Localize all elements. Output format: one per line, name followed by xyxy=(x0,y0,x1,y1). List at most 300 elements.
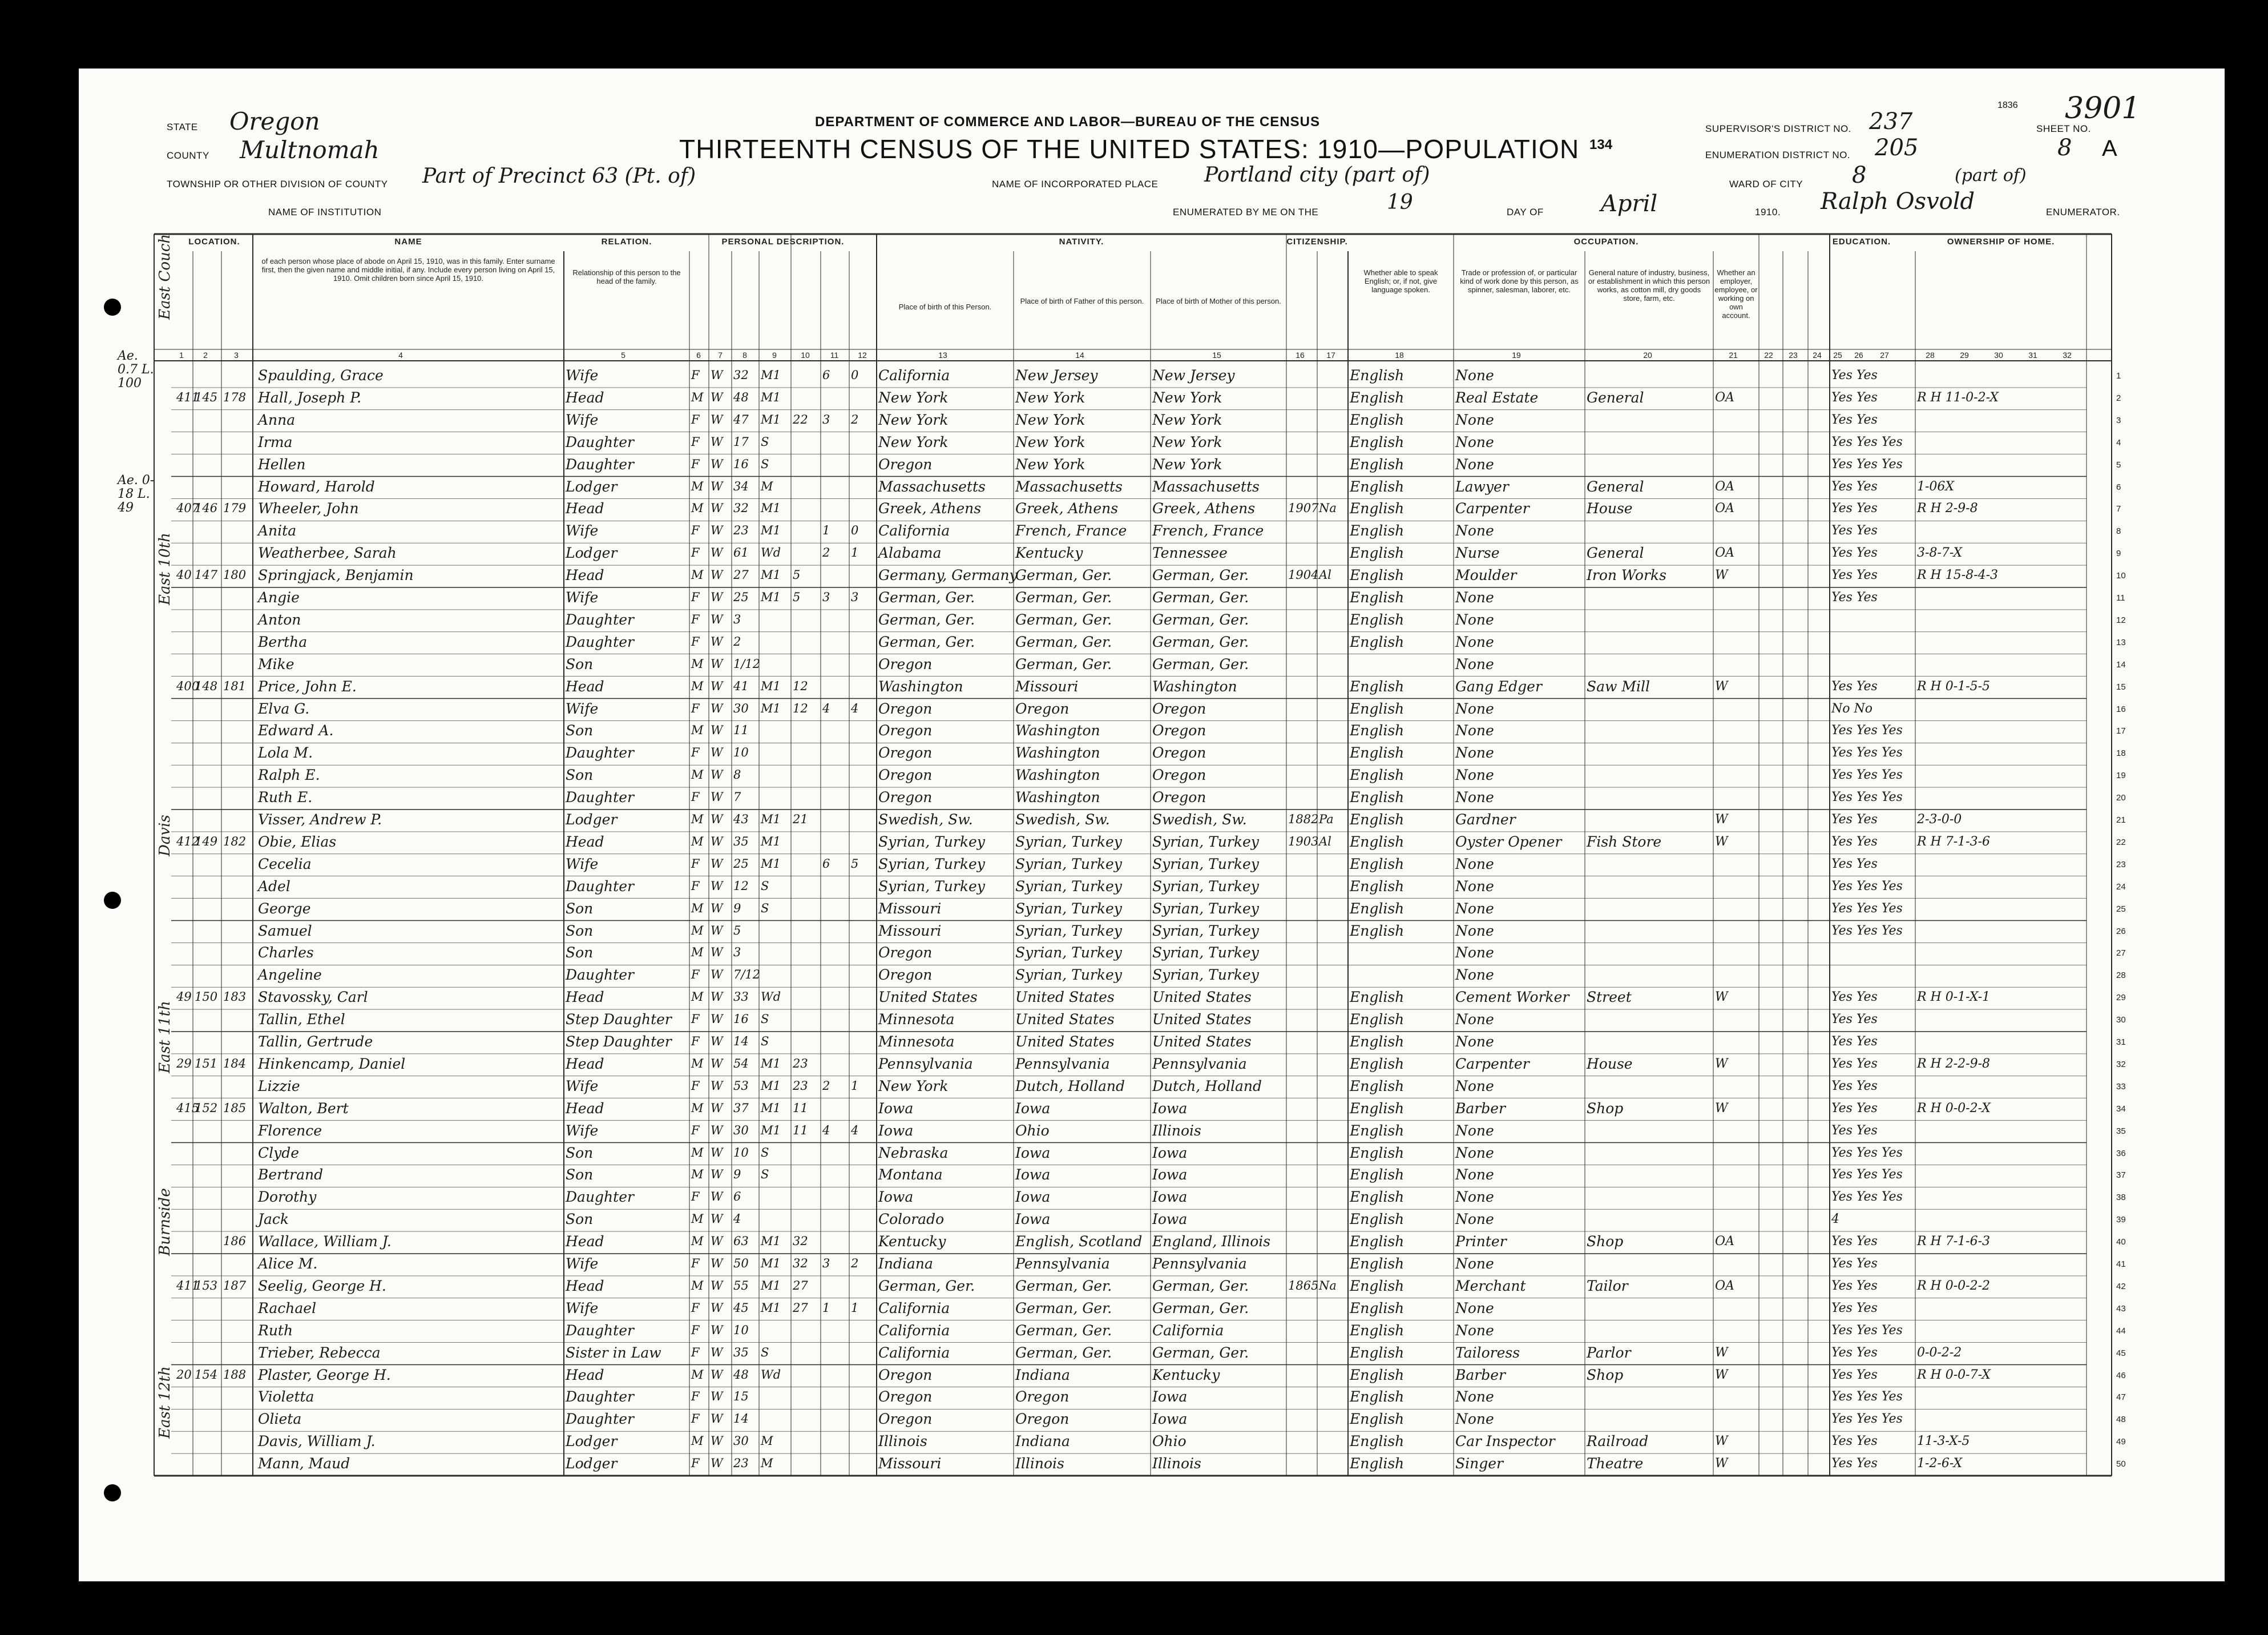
row-sex: F xyxy=(691,968,700,982)
row-language: English xyxy=(1350,478,1405,495)
row-father-birthplace: Kentucky xyxy=(1015,545,1083,562)
row-dwelling-number: 146 xyxy=(195,501,218,516)
row-age: 5 xyxy=(733,923,741,937)
enumeration-district-label: ENUMERATION DISTRICT NO. xyxy=(1705,150,1851,160)
row-father-birthplace: Oregon xyxy=(1015,700,1070,717)
row-education: Yes Yes xyxy=(1831,523,1878,538)
row-education: Yes Yes xyxy=(1831,1101,1878,1115)
row-education: Yes Yes Yes xyxy=(1831,1190,1903,1205)
row-birthplace: Oregon xyxy=(878,789,933,806)
row-father-birthplace: New York xyxy=(1015,411,1085,428)
row-age: 8 xyxy=(733,768,741,782)
row-father-birthplace: Syrian, Turkey xyxy=(1015,877,1122,895)
row-sex: M xyxy=(691,501,704,516)
row-occupation: Carpenter xyxy=(1455,500,1530,517)
row-language: English xyxy=(1350,700,1405,717)
line-number: 50 xyxy=(2116,1459,2126,1469)
row-occupation: None xyxy=(1455,456,1494,473)
row-years-married: 12 xyxy=(793,701,808,715)
row-marital-status: M1 xyxy=(761,412,781,426)
row-employment-class: OA xyxy=(1715,479,1734,494)
row-mother-birthplace: New York xyxy=(1152,433,1222,450)
row-relation: Daughter xyxy=(566,1322,634,1339)
row-person-name: Irma xyxy=(258,433,293,450)
row-father-birthplace: English, Scotland xyxy=(1015,1233,1143,1250)
row-years-married: 22 xyxy=(793,412,808,426)
row-marital-status: S xyxy=(761,457,769,471)
row-language: English xyxy=(1350,877,1405,895)
row-education: Yes Yes xyxy=(1831,812,1878,827)
row-father-birthplace: Swedish, Sw. xyxy=(1015,811,1110,828)
row-education: 4 xyxy=(1831,1212,1839,1227)
row-sex: M xyxy=(691,568,704,582)
row-sex: F xyxy=(691,1123,700,1137)
row-employment-class: W xyxy=(1715,834,1728,849)
row-naturalization: Al xyxy=(1319,568,1331,582)
row-industry: Street xyxy=(1587,989,1632,1006)
row-race: W xyxy=(711,1012,723,1026)
row-father-birthplace: German, Ger. xyxy=(1015,1299,1112,1316)
row-family-number: 178 xyxy=(223,390,247,404)
department-title: DEPARTMENT OF COMMERCE AND LABOR—BUREAU OF THE CENSUS xyxy=(815,114,1320,130)
row-occupation: None xyxy=(1455,1144,1494,1161)
row-race: W xyxy=(711,434,723,449)
row-father-birthplace: Iowa xyxy=(1015,1189,1051,1206)
row-age: 27 xyxy=(733,568,749,582)
row-mother-birthplace: Dutch, Holland xyxy=(1152,1077,1262,1094)
row-occupation: None xyxy=(1455,433,1494,450)
row-dwelling-number: 154 xyxy=(195,1367,218,1382)
row-mother-birthplace: French, France xyxy=(1152,522,1264,539)
row-mother-birthplace: Tennessee xyxy=(1152,545,1228,562)
row-language: English xyxy=(1350,744,1405,762)
row-occupation: Carpenter xyxy=(1455,1055,1530,1072)
row-father-birthplace: New York xyxy=(1015,389,1085,406)
row-education: Yes Yes Yes xyxy=(1831,434,1903,449)
row-father-birthplace: Indiana xyxy=(1015,1366,1070,1383)
group-header-citizenship: CITIZENSHIP. xyxy=(1286,237,1348,247)
row-person-name: Dorothy xyxy=(258,1189,317,1206)
row-immigration-year: 1904 xyxy=(1288,568,1319,582)
row-mother-birthplace: German, Ger. xyxy=(1152,611,1249,628)
row-relation: Son xyxy=(566,944,594,961)
row-children-born: 2 xyxy=(822,1078,830,1093)
row-relation: Daughter xyxy=(566,456,634,473)
row-occupation: None xyxy=(1455,922,1494,939)
row-mother-birthplace: Iowa xyxy=(1152,1166,1188,1183)
row-sex: F xyxy=(691,1345,700,1359)
line-number: 23 xyxy=(2116,859,2126,869)
row-education: Yes Yes xyxy=(1831,1434,1878,1449)
street-label: Burnside xyxy=(156,1188,173,1256)
row-sex: M xyxy=(691,1367,704,1382)
row-years-married: 32 xyxy=(793,1257,808,1270)
row-children-living: 1 xyxy=(851,1078,859,1093)
line-number: 6 xyxy=(2116,482,2121,492)
row-occupation: Lawyer xyxy=(1455,478,1509,495)
place-label: NAME OF INCORPORATED PLACE xyxy=(992,179,1159,190)
row-naturalization: Al xyxy=(1319,834,1331,848)
page-number: 134 xyxy=(1589,137,1613,152)
row-children-living: 2 xyxy=(851,412,859,426)
row-sex: M xyxy=(691,901,704,915)
row-language: English xyxy=(1350,389,1405,406)
row-father-birthplace: Iowa xyxy=(1015,1166,1051,1183)
row-employment-class: W xyxy=(1715,568,1728,583)
row-race: W xyxy=(711,1323,723,1337)
column-number: 16 xyxy=(1296,351,1305,360)
row-relation: Son xyxy=(566,922,594,939)
row-person-name: Clyde xyxy=(258,1144,300,1161)
row-occupation: Merchant xyxy=(1455,1277,1526,1294)
row-mother-birthplace: Ohio xyxy=(1152,1433,1187,1450)
supervisor-district: 237 xyxy=(1869,108,1913,135)
row-relation: Wife xyxy=(566,1122,599,1139)
row-language: English xyxy=(1350,1277,1405,1294)
row-age: 10 xyxy=(733,1145,749,1159)
row-language: English xyxy=(1350,1166,1405,1183)
row-birthplace: Oregon xyxy=(878,767,933,784)
sheet-letter: A xyxy=(2102,136,2117,161)
row-father-birthplace: German, Ger. xyxy=(1015,567,1112,584)
row-language: English xyxy=(1350,633,1405,650)
row-father-birthplace: Iowa xyxy=(1015,1144,1051,1161)
row-person-name: Adel xyxy=(258,877,290,895)
row-language: English xyxy=(1350,900,1405,917)
row-birthplace: Oregon xyxy=(878,700,933,717)
row-street-number: 412 xyxy=(176,834,200,848)
row-mother-birthplace: Illinois xyxy=(1152,1455,1201,1472)
row-language: English xyxy=(1350,1100,1405,1117)
row-street-number: 411 xyxy=(176,1278,200,1292)
row-marital-status: S xyxy=(761,434,769,449)
line-number: 8 xyxy=(2116,526,2121,537)
birthplace-father-header: Place of birth of Father of this person. xyxy=(1020,297,1144,305)
row-children-born: 4 xyxy=(822,701,830,715)
row-race: W xyxy=(711,1278,723,1292)
row-birthplace: California xyxy=(878,522,950,539)
row-race: W xyxy=(711,856,723,871)
row-relation: Daughter xyxy=(566,877,634,895)
row-person-name: Ruth E. xyxy=(258,789,313,806)
row-industry: General xyxy=(1587,545,1644,562)
line-number: 29 xyxy=(2116,993,2126,1003)
row-marital-status: M1 xyxy=(761,368,781,382)
row-person-name: Weatherbee, Sarah xyxy=(258,545,397,562)
line-number: 2 xyxy=(2116,393,2121,403)
row-occupation: None xyxy=(1455,744,1494,762)
row-children-living: 0 xyxy=(851,523,859,538)
row-father-birthplace: German, Ger. xyxy=(1015,1344,1112,1361)
row-mother-birthplace: Syrian, Turkey xyxy=(1152,900,1259,917)
row-family-number: 182 xyxy=(223,834,247,848)
line-number: 40 xyxy=(2116,1237,2126,1247)
row-person-name: Bertha xyxy=(258,633,308,650)
row-race: W xyxy=(711,1145,723,1159)
row-employment-class: W xyxy=(1715,1345,1728,1360)
row-age: 61 xyxy=(733,546,749,560)
row-sex: M xyxy=(691,990,704,1004)
row-occupation: Cement Worker xyxy=(1455,989,1569,1006)
row-mother-birthplace: German, Ger. xyxy=(1152,567,1249,584)
row-mother-birthplace: Swedish, Sw. xyxy=(1152,811,1247,828)
row-language: English xyxy=(1350,1299,1405,1316)
row-employment-class: W xyxy=(1715,1101,1728,1115)
row-occupation: None xyxy=(1455,789,1494,806)
row-language: English xyxy=(1350,567,1405,584)
row-sex: F xyxy=(691,1412,700,1426)
line-number: 24 xyxy=(2116,881,2126,892)
row-marital-status: M1 xyxy=(761,1123,781,1137)
row-father-birthplace: Washington xyxy=(1015,744,1100,762)
column-number: 12 xyxy=(858,351,867,360)
row-family-number: 184 xyxy=(223,1056,247,1070)
row-mother-birthplace: Syrian, Turkey xyxy=(1152,944,1259,961)
row-sex: M xyxy=(691,679,704,693)
row-sex: F xyxy=(691,1257,700,1270)
row-language: English xyxy=(1350,678,1405,695)
row-race: W xyxy=(711,701,723,715)
row-language: English xyxy=(1350,767,1405,784)
row-birthplace: Washington xyxy=(878,678,963,695)
line-number: 4 xyxy=(2116,437,2121,448)
group-header-personal: PERSONAL DESCRIPTION. xyxy=(721,237,845,247)
row-relation: Son xyxy=(566,1211,594,1228)
row-sex: M xyxy=(691,923,704,937)
row-race: W xyxy=(711,768,723,782)
row-language: English xyxy=(1350,1077,1405,1094)
row-age: 10 xyxy=(733,746,749,760)
row-mother-birthplace: New York xyxy=(1152,389,1222,406)
enumerated-label: ENUMERATED BY ME ON THE xyxy=(1173,207,1319,218)
row-father-birthplace: Syrian, Turkey xyxy=(1015,922,1122,939)
row-street-number: 415 xyxy=(176,1101,200,1115)
row-dwelling-number: 147 xyxy=(195,568,218,582)
township-value: Part of Precinct 63 (Pt. of) xyxy=(422,164,696,188)
row-person-name: Violetta xyxy=(258,1388,314,1406)
row-education: Yes Yes xyxy=(1831,1367,1878,1382)
row-age: 6 xyxy=(733,1190,741,1204)
row-language: English xyxy=(1350,1211,1405,1228)
row-marital-status: M xyxy=(761,1456,773,1471)
state-label: STATE xyxy=(167,122,198,132)
row-mother-birthplace: Pennsylvania xyxy=(1152,1055,1247,1072)
row-occupation: None xyxy=(1455,367,1494,384)
row-age: 15 xyxy=(733,1390,749,1404)
row-children-living: 1 xyxy=(851,1300,859,1315)
row-immigration-year: 1907 xyxy=(1288,501,1319,516)
row-family-number: 180 xyxy=(223,568,247,582)
row-language: English xyxy=(1350,1055,1405,1072)
row-father-birthplace: German, Ger. xyxy=(1015,589,1112,606)
row-family-number: 181 xyxy=(223,679,247,693)
row-occupation: None xyxy=(1455,1322,1494,1339)
row-mother-birthplace: German, Ger. xyxy=(1152,1344,1249,1361)
row-father-birthplace: Oregon xyxy=(1015,1411,1070,1428)
stamp-number: 3901 xyxy=(2065,91,2141,126)
column-number: 31 xyxy=(2028,351,2037,360)
row-person-name: Plaster, George H. xyxy=(258,1366,391,1383)
row-street-number: 49 xyxy=(176,990,192,1004)
row-father-birthplace: Syrian, Turkey xyxy=(1015,944,1122,961)
row-mother-birthplace: Syrian, Turkey xyxy=(1152,877,1259,895)
row-birthplace: Oregon xyxy=(878,944,933,961)
row-race: W xyxy=(711,612,723,626)
row-immigration-year: 1882 xyxy=(1288,812,1319,826)
column-number: 32 xyxy=(2063,351,2072,360)
row-mother-birthplace: German, Ger. xyxy=(1152,633,1249,650)
line-number: 43 xyxy=(2116,1303,2126,1314)
row-relation: Head xyxy=(566,1233,604,1250)
enumerator-label: ENUMERATOR. xyxy=(2046,207,2120,218)
row-birthplace: California xyxy=(878,367,950,384)
row-language: English xyxy=(1350,722,1405,739)
row-language: English xyxy=(1350,833,1405,850)
row-birthplace: Kentucky xyxy=(878,1233,946,1250)
row-birthplace: Missouri xyxy=(878,900,942,917)
column-number: 9 xyxy=(772,351,777,360)
row-marital-status: Wd xyxy=(761,546,781,560)
ward-note: (part of) xyxy=(1955,166,2027,186)
row-occupation: None xyxy=(1455,1255,1494,1272)
row-occupation: None xyxy=(1455,655,1494,672)
row-children-living: 0 xyxy=(851,368,859,382)
row-family-number: 186 xyxy=(223,1234,247,1249)
row-children-living: 2 xyxy=(851,1257,859,1270)
line-number: 39 xyxy=(2116,1215,2126,1225)
row-marital-status: M1 xyxy=(761,501,781,516)
row-marital-status: S xyxy=(761,1345,769,1359)
row-children-born: 3 xyxy=(822,1257,830,1270)
row-employment-class: W xyxy=(1715,1456,1728,1471)
row-sex: F xyxy=(691,590,700,604)
row-sex: M xyxy=(691,657,704,671)
row-children-living: 4 xyxy=(851,1123,859,1137)
line-number: 26 xyxy=(2116,926,2126,936)
row-industry: Tailor xyxy=(1587,1277,1628,1294)
row-person-name: Price, John E. xyxy=(258,678,357,695)
margin-note-2: Ae. 0-18 L. 49 xyxy=(118,473,155,515)
row-education: Yes Yes xyxy=(1831,1300,1878,1315)
column-number: 27 xyxy=(1880,351,1889,360)
row-home-ownership: 3-8-7-X xyxy=(1917,546,1963,561)
row-person-name: Alice M. xyxy=(258,1255,318,1272)
row-sex: F xyxy=(691,1323,700,1337)
row-father-birthplace: Iowa xyxy=(1015,1211,1051,1228)
street-label: East 11th xyxy=(156,1001,173,1073)
row-sex: F xyxy=(691,701,700,715)
column-number: 22 xyxy=(1764,351,1773,360)
row-occupation: Barber xyxy=(1455,1100,1506,1117)
row-sex: M xyxy=(691,1056,704,1070)
row-home-ownership: R H 0-0-7-X xyxy=(1917,1367,1991,1382)
county-value: Multnomah xyxy=(240,136,380,164)
row-person-name: Walton, Bert xyxy=(258,1100,349,1117)
row-birthplace: Syrian, Turkey xyxy=(878,855,985,872)
row-birthplace: California xyxy=(878,1344,950,1361)
row-age: 35 xyxy=(733,1345,749,1359)
row-race: W xyxy=(711,657,723,671)
row-father-birthplace: German, Ger. xyxy=(1015,611,1112,628)
row-marital-status: M1 xyxy=(761,568,781,582)
row-age: 4 xyxy=(733,1212,741,1226)
row-home-ownership: R H 0-1-5-5 xyxy=(1917,679,1991,694)
row-person-name: Florence xyxy=(258,1122,322,1139)
sheet-number: 8 xyxy=(2057,135,2072,161)
column-number: 10 xyxy=(801,351,810,360)
row-education: Yes Yes xyxy=(1831,856,1878,871)
column-number: 14 xyxy=(1075,351,1084,360)
row-person-name: Howard, Harold xyxy=(258,478,375,495)
row-home-ownership: R H 0-0-2-2 xyxy=(1917,1278,1991,1293)
row-occupation: None xyxy=(1455,522,1494,539)
row-birthplace: Iowa xyxy=(878,1100,914,1117)
row-education: Yes Yes Yes xyxy=(1831,1390,1903,1404)
column-number: 28 xyxy=(1926,351,1935,360)
row-age: 3 xyxy=(733,612,741,626)
row-marital-status: M1 xyxy=(761,834,781,848)
row-education: Yes Yes xyxy=(1831,1345,1878,1360)
row-language: English xyxy=(1350,989,1405,1006)
row-street-number: 29 xyxy=(176,1056,192,1070)
row-industry: Railroad xyxy=(1587,1433,1649,1450)
row-mother-birthplace: Massachusetts xyxy=(1152,478,1260,495)
row-person-name: Olieta xyxy=(258,1411,302,1428)
row-age: 30 xyxy=(733,1434,749,1448)
group-header-name: NAME xyxy=(394,237,422,247)
row-relation: Daughter xyxy=(566,611,634,628)
row-education: Yes Yes Yes xyxy=(1831,1412,1903,1427)
row-occupation: None xyxy=(1455,877,1494,895)
row-education: Yes Yes Yes xyxy=(1831,1323,1903,1338)
row-marital-status: Wd xyxy=(761,990,781,1004)
row-years-married: 27 xyxy=(793,1300,808,1315)
employer-column-header: Whether an employer, employee, or working on own account. xyxy=(1714,268,1758,320)
row-race: W xyxy=(711,1434,723,1448)
row-age: 48 xyxy=(733,1367,749,1382)
line-number: 48 xyxy=(2116,1415,2126,1425)
row-education: Yes Yes Yes xyxy=(1831,790,1903,805)
row-race: W xyxy=(711,457,723,471)
line-number: 21 xyxy=(2116,815,2126,825)
row-marital-status: M1 xyxy=(761,679,781,693)
row-relation: Lodger xyxy=(566,1455,618,1472)
line-number: 44 xyxy=(2116,1326,2126,1336)
row-family-number: 185 xyxy=(223,1101,247,1115)
row-home-ownership: R H 11-0-2-X xyxy=(1917,390,1999,405)
row-dwelling-number: 145 xyxy=(195,390,218,404)
line-number: 20 xyxy=(2116,793,2126,803)
row-mother-birthplace: United States xyxy=(1152,1033,1252,1050)
row-race: W xyxy=(711,968,723,982)
row-sex: F xyxy=(691,1456,700,1471)
row-father-birthplace: Oregon xyxy=(1015,1388,1070,1406)
county-label: COUNTY xyxy=(167,150,209,161)
row-children-born: 4 xyxy=(822,1123,830,1137)
column-number: 30 xyxy=(1994,351,2003,360)
row-sex: F xyxy=(691,1300,700,1315)
row-education: Yes Yes Yes xyxy=(1831,879,1903,893)
row-years-married: 5 xyxy=(793,590,801,604)
column-number: 2 xyxy=(203,351,208,360)
year-label: 1910. xyxy=(1755,207,1781,218)
row-sex: M xyxy=(691,1101,704,1115)
row-mother-birthplace: Oregon xyxy=(1152,744,1206,762)
row-employment-class: W xyxy=(1715,1056,1728,1071)
row-sex: M xyxy=(691,945,704,960)
row-father-birthplace: Dutch, Holland xyxy=(1015,1077,1125,1094)
row-relation: Daughter xyxy=(566,633,634,650)
